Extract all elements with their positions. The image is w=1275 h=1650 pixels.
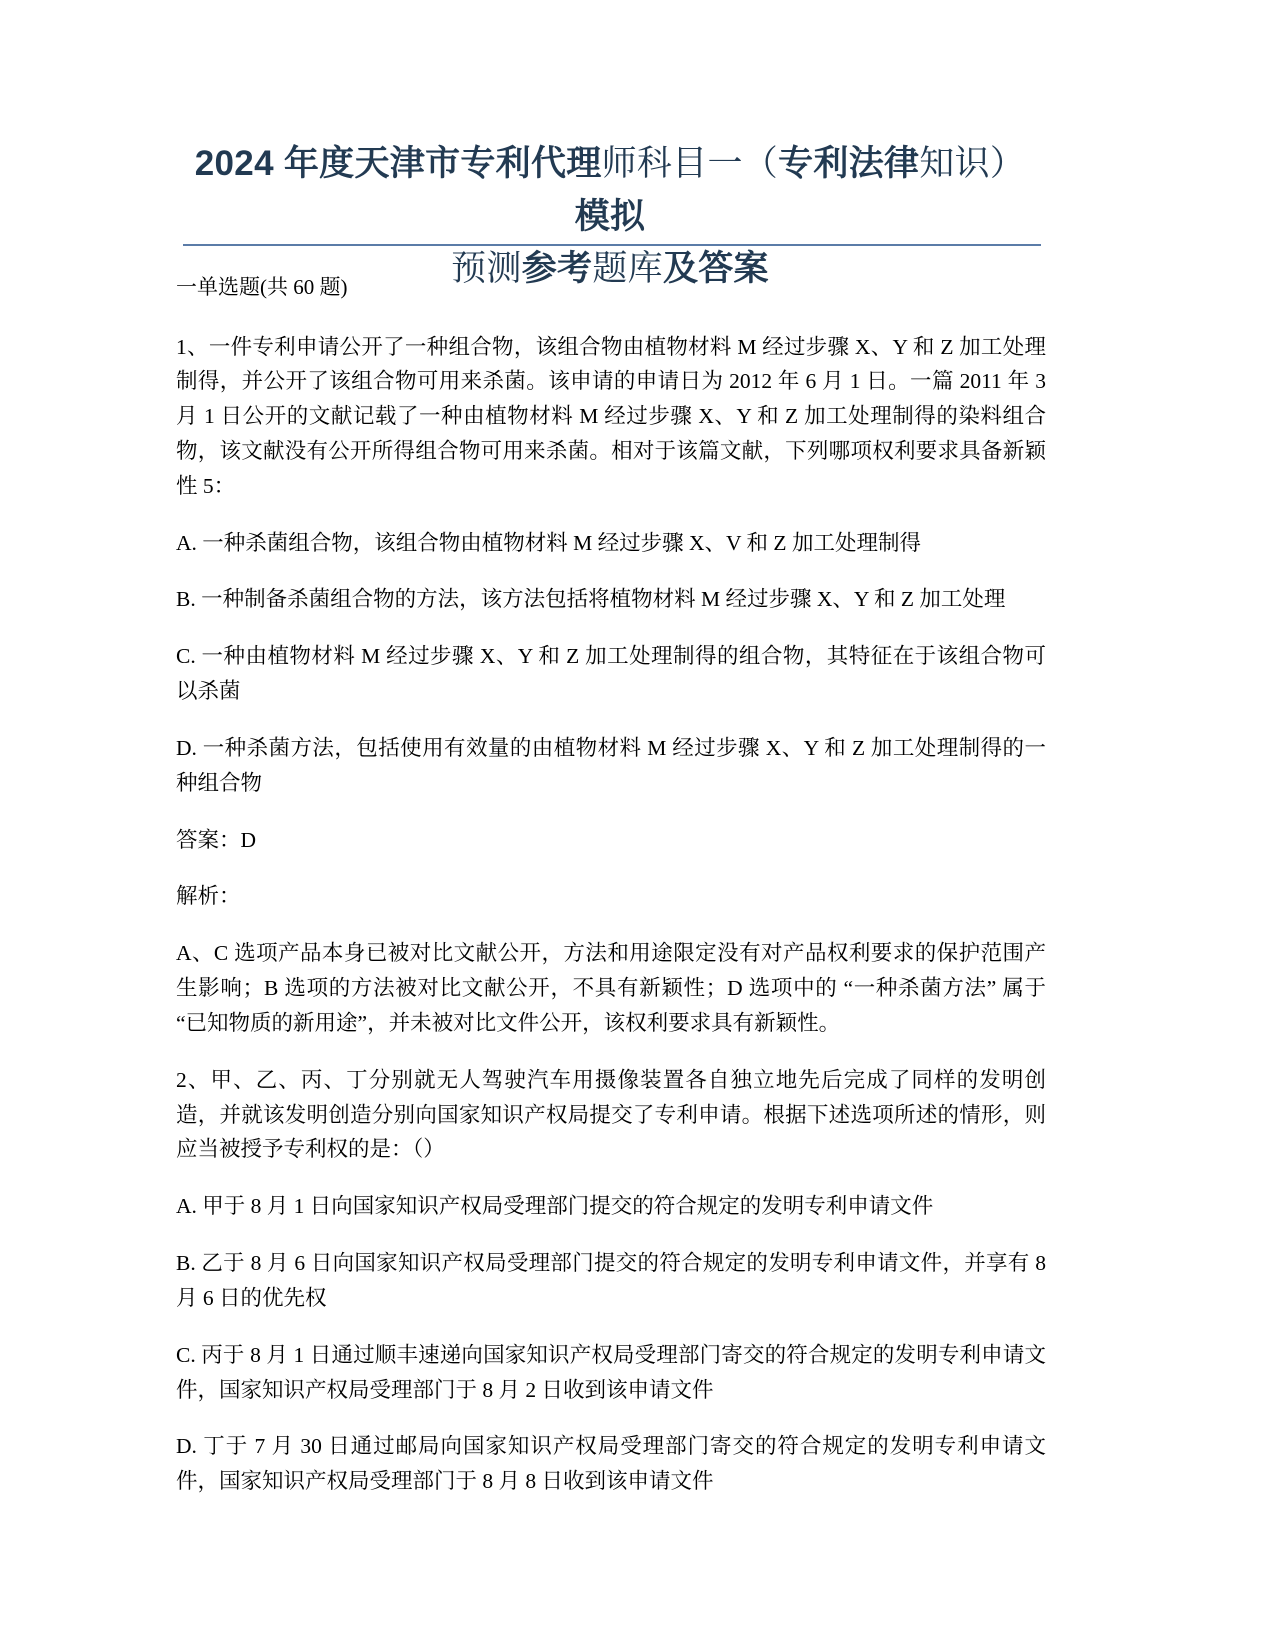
question-option: B. 乙于 8 月 6 日向国家知识产权局受理部门提交的符合规定的发明专利申请文件，并享有 8 月 6 日的优先权 [176,1251,1046,1310]
page-title-segment: 参考 [521,249,593,288]
question-option: A. 一种杀菌组合物，该组合物由植物材料 M 经过步骤 X、V 和 Z 加工处理制得 [176,530,921,555]
page-title-segment: 专利代理 [460,144,602,183]
answer-line: 答案：D [176,827,257,852]
question-option: C. 丙于 8 月 1 日通过顺丰速递向国家知识产权局受理部门寄交的符合规定的发明专利申请文件，国家知识产权局受理部门于 8 月 2 日收到该申请文件 [176,1342,1046,1402]
question-stem: 1、一件专利申请公开了一种组合物，该组合物由植物材料 M 经过步骤 X、Y 和 Z 加工处理制得，并公开了该组合物可用来杀菌。该申请的申请日为 2012 年 6 月 1 日。一篇 2011 年 3 月 1 日公开的文献记载了一种由植物材料 M 经过步骤 X、Y 和 Z 加工处理制得的染料组合物，该文献没有公开所得组合物可用来杀菌。相对于该篇文献，下列哪项权利要求具备新颖性 5： [176,334,1046,498]
analysis-text: A、C 选项产品本身已被对比文献公开，方法和用途限定没有对产品权利要求的保护范围产生影响；B 选项的方法被对比文献公开，不具有新颖性；D 选项中的 “一种杀菌方法” 属于 “已知物质的新用途”，并未被对比文件公开，该权利要求具有新颖性。 [176,941,1046,1035]
title-divider [183,244,1041,246]
page-title-line-1 [195,144,1025,236]
question-stem: 2、甲、乙、丙、丁分别就无人驾驶汽车用摄像装置各自独立地先后完成了同样的发明创造，并就该发明创造分别向国家知识产权局提交了专利申请。根据下述选项所述的情形，则应当被授予专利权的是：（） [176,1067,1046,1162]
page-title-segment: 题库 [592,249,663,288]
page-title-segment: 2024 年度天津市 [194,144,461,183]
question-option: C. 一种由植物材料 M 经过步骤 X、Y 和 Z 加工处理制得的组合物，其特征在于该组合物可以杀菌 [176,644,1046,704]
question-option: B. 一种制备杀菌组合物的方法，该方法包括将植物材料 M 经过步骤 X、Y 和 Z 加工处理 [176,587,1006,612]
page-title-segment: 模拟 [574,196,646,236]
page-title-segment: 知识） [919,144,1026,183]
section-heading: 一单选题(共 60 题) [176,275,348,299]
question-option: D. 一种杀菌方法，包括使用有效量的由植物材料 M 经过步骤 X、Y 和 Z 加工处理制得的一种组合物 [176,735,1046,795]
page-title-segment: 及答案 [662,249,769,288]
page-title-segment: 专利法律 [778,144,920,183]
page-title-segment: 预测 [451,249,522,288]
page-title-segment: 师科目一（ [601,144,779,183]
question-option: A. 甲于 8 月 1 日向国家知识产权局受理部门提交的符合规定的发明专利申请文件 [176,1194,934,1219]
analysis-label: 解析： [176,884,241,909]
document-body [176,272,1046,1499]
page-title [180,0,1040,296]
question-option: D. 丁于 7 月 30 日通过邮局向国家知识产权局受理部门寄交的符合规定的发明专利申请文件，国家知识产权局受理部门于 8 月 8 日收到该申请文件 [176,1434,1046,1494]
